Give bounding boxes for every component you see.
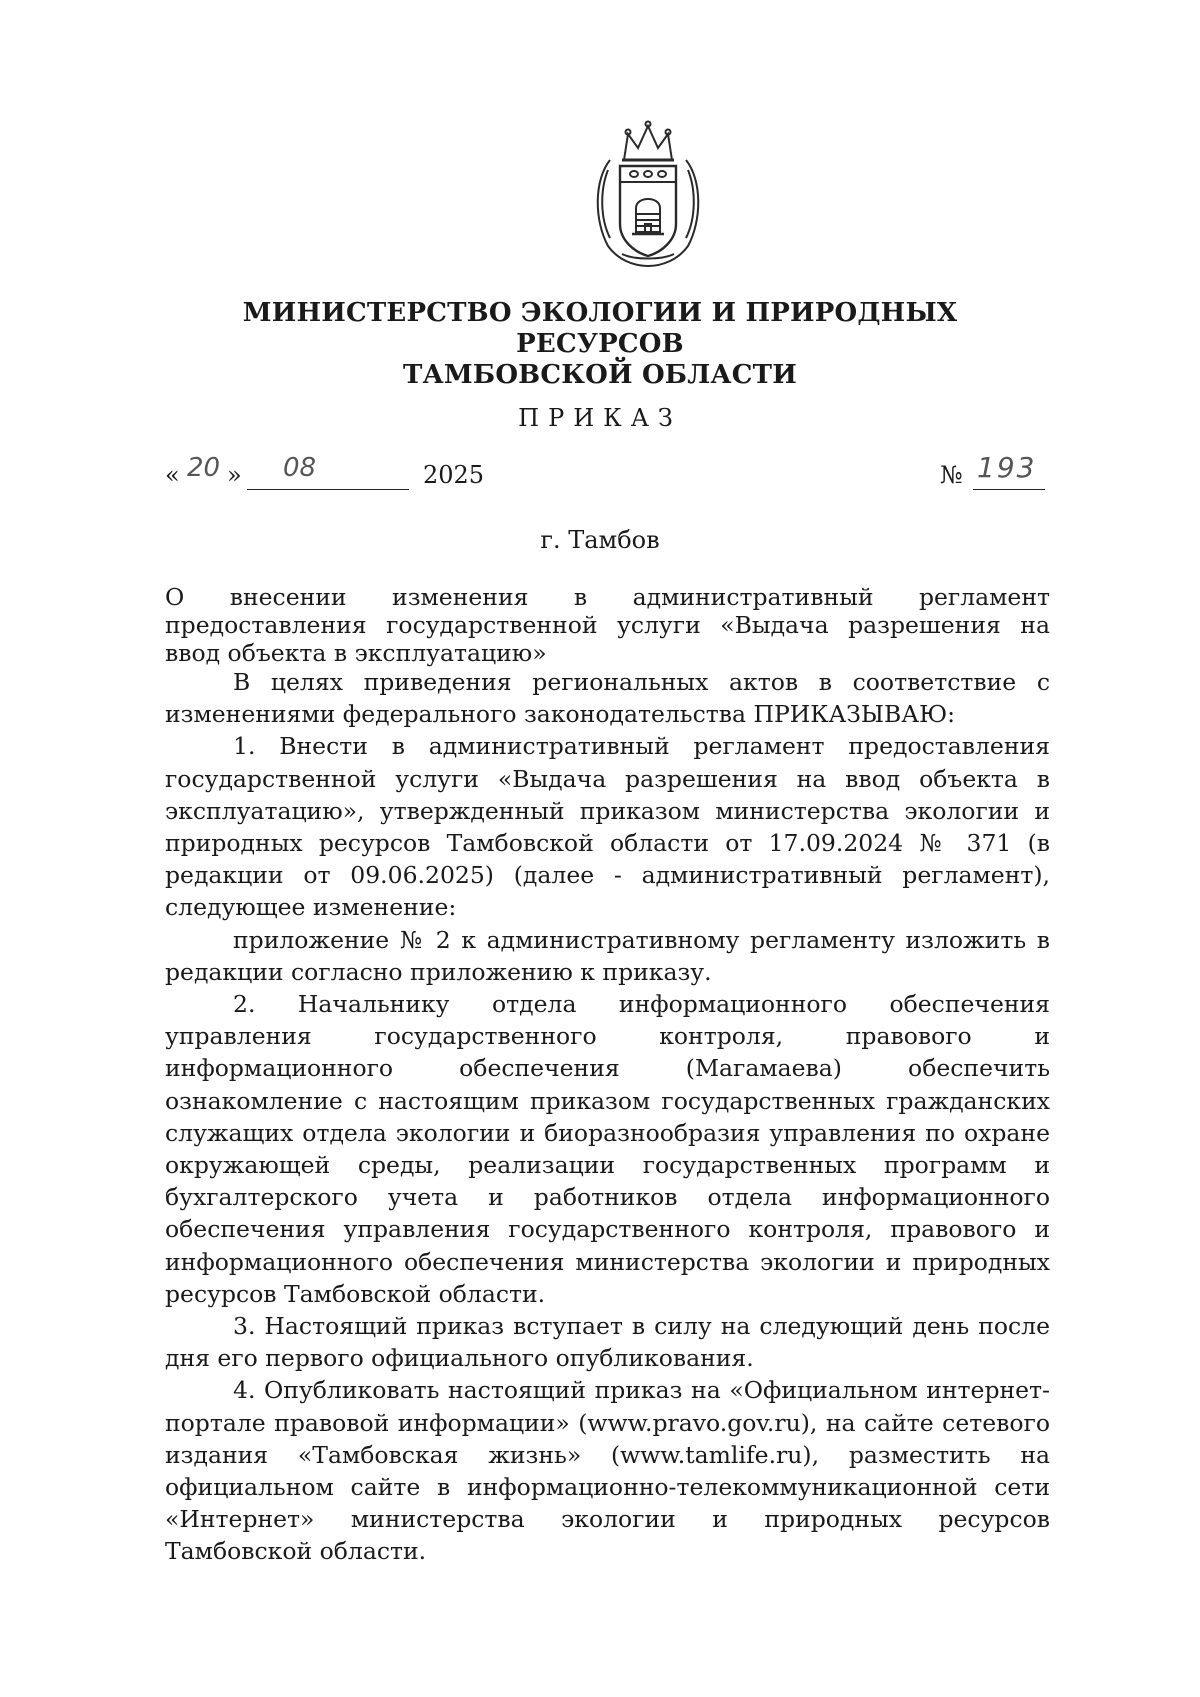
item-1-change-paragraph: приложение № 2 к административному регламенту изложить в редакции согласно приложению к приказу. (165, 925, 1050, 986)
item-1-paragraph: 1. Внести в административный регламент предоставления государственной услуги «Выдача разрешения на ввод объекта в эксплуатацию», утвержденный приказом министерства экологии и природных ресурсов Тамбовской области от 17.09.2024 № 371 (в редакции от 09.06.2025) (далее - административный регламент), следующее изменение: (165, 732, 1050, 922)
order-subject: О внесении изменения в административный регламент предоставления государственной услуги «Выдача разрешения на ввод объекта в эксплуатацию» (165, 583, 1050, 667)
number-label: № (940, 461, 963, 489)
city-line: г. Тамбов (540, 526, 660, 554)
date-month-handwritten: 08 (283, 453, 317, 483)
tambov-coat-of-arms-icon (588, 120, 708, 268)
date-quote-open: « (165, 461, 180, 489)
order-number-handwritten: 193 (977, 451, 1037, 484)
item-4-paragraph: 4. Опубликовать настоящий приказ на «Официальном интернет-портале правовой информации» (www.pravo.gov.ru), на сайте сетевого издания «Тамбовская жизнь» (www.tamlife.ru), разместить на официальном сайте в информационно-телекоммуникационной сети «Интернет» министерства экологии и природных ресурсов Тамбовской области. (165, 1376, 1050, 1566)
organization-name-line1: МИНИСТЕРСТВО ЭКОЛОГИИ И ПРИРОДНЫХ РЕСУРСОВ (242, 298, 958, 359)
month-underline (247, 489, 409, 490)
item-2-paragraph: 2. Начальнику отдела информационного обеспечения управления государственного контроля, правового и информационного обеспечения (Магамаева) обеспечить ознакомление с настоящим приказом государственных гражданских служащих отдела экологии и биоразнообразия управления по охране окружающей среды, реализации государственных программ и бухгалтерского учета и работников отдела информационного обеспечения управления государственного контроля, правового и информационного обеспечения министерства экологии и природных ресурсов Тамбовской области. (165, 990, 1050, 1308)
number-underline (973, 489, 1045, 490)
date-day-handwritten: 20 (187, 453, 221, 483)
date-year: 2025 (423, 461, 485, 489)
preamble-paragraph: В целях приведения региональных актов в соответствие с изменениями федерального законодательства ПРИКАЗЫВАЮ: (165, 668, 1050, 729)
document-type-title: ПРИКАЗ (518, 404, 682, 432)
item-3-paragraph: 3. Настоящий приказ вступает в силу на следующий день после дня его первого официального опубликования. (165, 1312, 1050, 1373)
date-number-line (165, 451, 1050, 497)
date-quote-close: » (227, 461, 242, 489)
order-body (165, 666, 1050, 1568)
organization-name-line2: ТАМБОВСКОЙ ОБЛАСТИ (403, 360, 797, 390)
organization-name (160, 298, 1040, 391)
